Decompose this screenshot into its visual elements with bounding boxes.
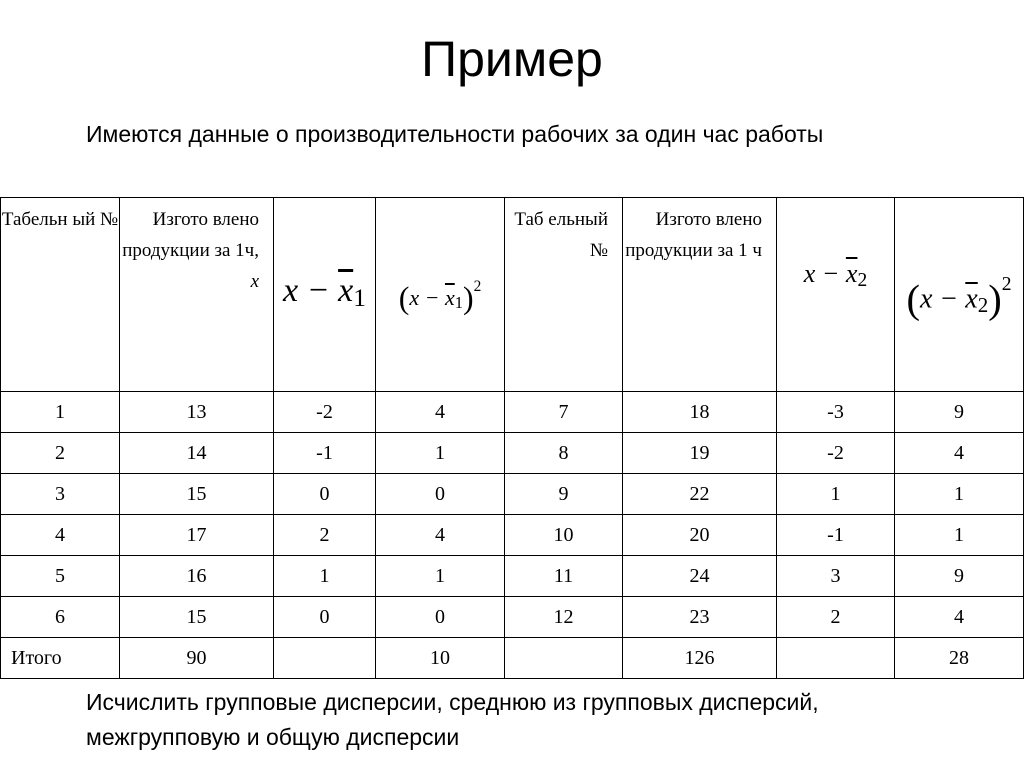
table-row [1, 433, 1024, 474]
table-cell: 3 [1, 474, 120, 515]
table-cell: -3 [777, 392, 895, 433]
total-label: Итого [1, 638, 120, 679]
table-cell: 1 [895, 515, 1024, 556]
slide-title: Пример [421, 31, 603, 87]
table-cell: 22 [623, 474, 777, 515]
table-cell: 16 [120, 556, 274, 597]
table-cell: 20 [623, 515, 777, 556]
table-row [1, 556, 1024, 597]
table-cell: 13 [120, 392, 274, 433]
table-row [1, 515, 1024, 556]
total-cell [274, 638, 376, 679]
table-cell: 0 [274, 597, 376, 638]
intro-text: Имеются данные о производительности рабочих за один час работы [86, 121, 824, 147]
table-cell: 4 [895, 433, 1024, 474]
table-cell: -1 [274, 433, 376, 474]
table-cell: 18 [623, 392, 777, 433]
table-cell: 2 [274, 515, 376, 556]
table-cell: 4 [1, 515, 120, 556]
table-cell: 3 [777, 556, 895, 597]
header-produced-1: Изгото влено продукции за 1ч, x [120, 198, 274, 392]
table-cell: 9 [505, 474, 623, 515]
table-row [1, 474, 1024, 515]
table-cell: 17 [120, 515, 274, 556]
header-produced-2: Изгото влено продукции за 1 ч [623, 198, 777, 392]
table-cell: 14 [120, 433, 274, 474]
table-cell: 7 [505, 392, 623, 433]
header-tab-number-1: Табельн ый № [1, 198, 120, 392]
table-header-row [1, 198, 1024, 392]
table-cell: 4 [376, 515, 505, 556]
table-cell: 1 [1, 392, 120, 433]
table-cell: 6 [1, 597, 120, 638]
table-cell: 9 [895, 556, 1024, 597]
table-cell: 15 [120, 597, 274, 638]
header-tab-number-2: Таб ельный № [505, 198, 623, 392]
total-cell [777, 638, 895, 679]
table-cell: 2 [777, 597, 895, 638]
table-cell: 23 [623, 597, 777, 638]
table-cell: 15 [120, 474, 274, 515]
table-cell: 1 [376, 556, 505, 597]
table-cell: 8 [505, 433, 623, 474]
table-body [1, 392, 1024, 638]
header-deviation-1: $x - \overline{x}1$ [274, 198, 376, 392]
table-cell: 10 [505, 515, 623, 556]
table-cell: -2 [777, 433, 895, 474]
total-cell: 28 [895, 638, 1024, 679]
total-cell [505, 638, 623, 679]
table-cell: -1 [777, 515, 895, 556]
productivity-table [0, 197, 1024, 679]
table-cell: 2 [1, 433, 120, 474]
table-cell: 9 [895, 392, 1024, 433]
table-cell: 19 [623, 433, 777, 474]
table-cell: 1 [376, 433, 505, 474]
table-total-row [1, 638, 1024, 679]
total-cell: 126 [623, 638, 777, 679]
table-cell: 4 [376, 392, 505, 433]
header-squared-deviation-1: $(x - \overline{x}1)^2$ [376, 198, 505, 392]
total-cell: 90 [120, 638, 274, 679]
total-cell: 10 [376, 638, 505, 679]
table-cell: 0 [376, 597, 505, 638]
table-cell: 12 [505, 597, 623, 638]
table-cell: 0 [376, 474, 505, 515]
table-cell: 5 [1, 556, 120, 597]
table-row [1, 597, 1024, 638]
table-cell: 1 [895, 474, 1024, 515]
table-cell: 24 [623, 556, 777, 597]
table-cell: 1 [274, 556, 376, 597]
header-deviation-2: $x - \overline{x}2$ [777, 198, 895, 392]
table-cell: 1 [777, 474, 895, 515]
table-cell: 4 [895, 597, 1024, 638]
table-row [1, 392, 1024, 433]
table-cell: 0 [274, 474, 376, 515]
table-cell: -2 [274, 392, 376, 433]
table-cell: 11 [505, 556, 623, 597]
header-squared-deviation-2: $(x - \overline{x}_2)^2$ [895, 198, 1024, 392]
task-text: Исчислить групповые дисперсии, среднюю из групповых дисперсий, межгрупповую и общую дисперсии [86, 689, 819, 750]
